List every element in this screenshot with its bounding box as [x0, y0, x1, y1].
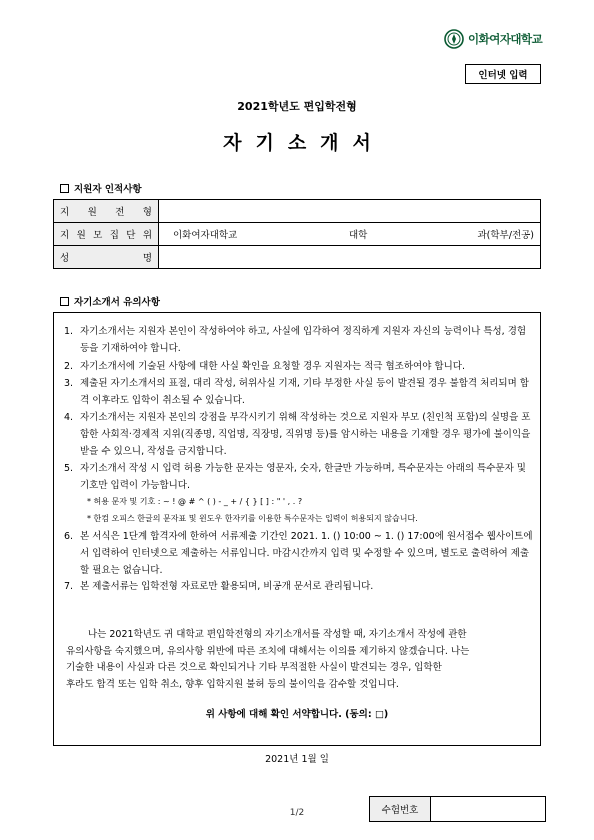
- label-recruitment-unit: 지 원 모 집 단 위: [54, 223, 159, 246]
- university-text: 이화여자대학교: [173, 230, 238, 241]
- label-name: 성 명: [54, 246, 159, 269]
- department-text: 과(학부/전공): [477, 230, 534, 241]
- date-line: 2021년 1월 일: [265, 754, 329, 765]
- allowed-characters-note: * 허용 문자 및 기호 : ~ ! @ # ^ ( ) - _ + / { } [ ] : " ' , . ?: [87, 497, 303, 506]
- checkbox-square-icon: [60, 297, 69, 306]
- table-row: [54, 200, 541, 223]
- pledge-paragraph: 나는 2021학년도 귀 대학교 편입학전형의 자기소개서를 작성할 때, 자기소개서 작성에 관한 유의사항을 숙지했으며, 유의사항 위반에 따른 조치에 대해서는 이의를 제기하지 않겠습니다. 나는 기술한 내용이 사실과 다른 것으로 확인되거나 기타 부적절한 사실이 발견되는 경우, 입학한 후라도 합격 또는 입학 취소, 향후 입학지원 불허 등의 불이익을 감수할 것입니다.: [66, 629, 470, 690]
- special-character-note: * 한컴 오피스 한글의 문자표 및 윈도우 한자키를 이용한 특수문자는 입력이 허용되지 않습니다.: [87, 514, 418, 523]
- applicant-heading-text: 지원자 인적사항: [74, 184, 142, 195]
- notice-section-heading: [60, 294, 160, 308]
- table-row: [370, 797, 546, 822]
- agreement-confirmation[interactable]: 위 사항에 대해 확인 서약합니다. (동의: □): [205, 709, 389, 720]
- exam-number-label: 수험번호: [370, 797, 431, 822]
- document-title: 자기소개서: [223, 132, 385, 154]
- notice-item-3: 3. 제출된 자기소개서의 표절, 대리 작성, 허위사실 기재, 기타 부정한 사실 등이 발견될 경우 불합격 처리되며 합격 이후라도 입학이 취소될 수 있습니다.: [64, 378, 529, 406]
- applicant-section-heading: [60, 181, 142, 195]
- university-logo: [444, 26, 542, 52]
- applicant-info-table: [53, 199, 541, 269]
- recruitment-unit-field[interactable]: [159, 223, 541, 246]
- notice-item-6: 6. 본 서식은 1단계 합격자에 한하여 서류제출 기간인 2021. 1. () 10:00 ~ 1. () 17:00에 원서접수 웹사이트에서 입력하여 인터넷으로 제출하는 서류입니다. 마감시간까지 입력 및 수정할 수 있으며, 별도로 출력하여 제출할 필요는 없습니다.: [64, 531, 533, 576]
- notice-item-2: 2. 자기소개서에 기술된 사항에 대한 사실 확인을 요청할 경우 지원자는 적극 협조하여야 합니다.: [64, 361, 465, 372]
- exam-number-field[interactable]: [431, 797, 546, 822]
- page-number: 1/2: [289, 808, 305, 818]
- college-text: 대학: [349, 230, 368, 241]
- table-row: [54, 246, 541, 269]
- notice-heading-text: 자기소개서 유의사항: [74, 297, 160, 308]
- notice-item-7: 7. 본 제출서류는 입학전형 자료로만 활용되며, 비공개 문서로 관리됩니다.: [64, 581, 374, 592]
- university-name: 이화여자대학교: [468, 32, 543, 46]
- year-title: 2021학년도 편입학전형: [237, 100, 357, 113]
- notice-item-1: 1. 자기소개서는 지원자 본인이 작성하여야 하고, 사실에 입각하여 정직하게 지원자 자신의 능력이나 특성, 경험 등을 기재하여야 합니다.: [64, 326, 527, 354]
- internet-input-tag: 인터넷 입력: [465, 64, 541, 84]
- name-field[interactable]: [159, 246, 541, 269]
- notice-item-4: 4. 자기소개서는 지원자 본인의 강점을 부각시키기 위해 작성하는 것으로 지원자 부모 (친인척 포함)의 실명을 포함한 사회적·경제적 지위(직종명, 직업명, 직장명, 직위명 등)를 암시하는 내용을 기재할 경우 평가에 불이익을 받을 수 있으니, 작성을 금지합니다.: [64, 412, 531, 457]
- exam-number-table: [369, 796, 546, 822]
- checkbox-square-icon: [60, 184, 69, 193]
- university-emblem-icon: [444, 29, 464, 49]
- label-application-type: 지 원 전 형: [54, 200, 159, 223]
- notice-item-5: 5. 자기소개서 작성 시 입력 허용 가능한 문자는 영문자, 숫자, 한글만 가능하며, 특수문자는 아래의 특수문자 및 기호만 입력이 가능합니다.: [64, 463, 526, 491]
- application-type-field[interactable]: [159, 200, 541, 223]
- table-row: [54, 223, 541, 246]
